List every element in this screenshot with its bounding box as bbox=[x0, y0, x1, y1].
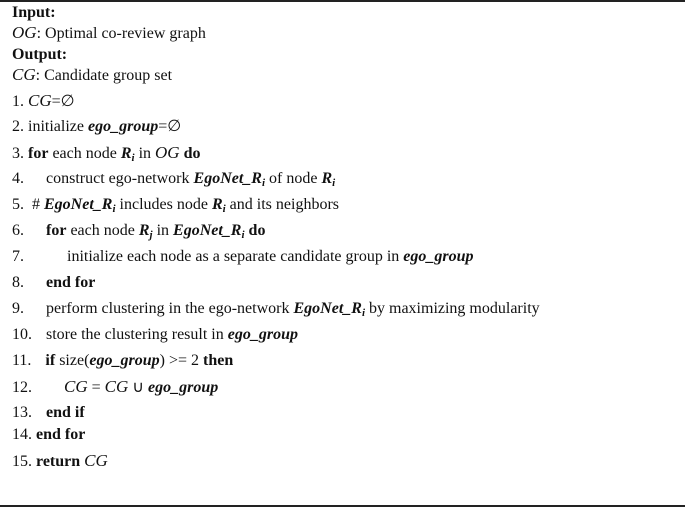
output-symbol: CG bbox=[12, 65, 36, 84]
line-number: 6. bbox=[12, 222, 24, 239]
line-number: 11. bbox=[12, 352, 32, 369]
algo-line-13: 13. end if bbox=[12, 404, 85, 421]
input-line bbox=[12, 23, 677, 43]
line-number: 14. bbox=[12, 426, 32, 443]
line-number: 8. bbox=[12, 274, 24, 291]
output-desc: : Candidate group set bbox=[35, 67, 173, 84]
algo-line-3: 3. for each node $R_i$ in OG do bbox=[12, 143, 201, 164]
algo-line-6: 6. for each node $R_j$ in $EgoNet\_R_i$ do bbox=[12, 222, 266, 241]
algo-line-11: 11. if size(ego_group) >= 2 then bbox=[12, 352, 234, 369]
line-number: 3. bbox=[12, 145, 24, 162]
line-number: 15. bbox=[12, 453, 32, 470]
algo-line-4: 4. construct ego-network $EgoNet\_R_i$ of node $R_i$ bbox=[12, 170, 336, 189]
output-label: Output: bbox=[12, 46, 68, 63]
line-number: 2. bbox=[12, 118, 24, 135]
input-symbol: OG bbox=[12, 23, 37, 42]
line-number: 4. bbox=[12, 170, 24, 187]
top-rule bbox=[0, 0, 685, 2]
output-line bbox=[12, 65, 677, 85]
algo-line-12: 12. CG = CG ∪ ego_group bbox=[12, 377, 219, 396]
algo-line-9: 9. perform clustering in the ego-network $EgoNet\_R_i$ by maximizing modularity bbox=[12, 300, 540, 319]
algo-line-14: 14. end for bbox=[12, 426, 86, 443]
input-label: Input: bbox=[12, 4, 56, 21]
line-number: 9. bbox=[12, 300, 24, 317]
line-number: 13. bbox=[12, 404, 32, 421]
line-number: 12. bbox=[12, 379, 32, 396]
algo-line-2: 2. initialize ego_group=∅ bbox=[12, 118, 182, 135]
algo-line-1: 1. CG=∅ bbox=[12, 91, 75, 110]
line-number: 1. bbox=[12, 93, 24, 110]
bottom-rule bbox=[0, 505, 685, 507]
line-number: 5. bbox=[12, 196, 24, 213]
algo-line-15: 15. return CG bbox=[12, 451, 108, 470]
input-desc: : Optimal co-review graph bbox=[36, 25, 206, 42]
algo-line-10: 10. store the clustering result in ego_group bbox=[12, 326, 298, 343]
algo-line-8: 8. end for bbox=[12, 274, 96, 291]
algorithm-block bbox=[12, 3, 677, 471]
line-number: 10. bbox=[12, 326, 32, 343]
line-number: 7. bbox=[12, 248, 24, 265]
algo-line-7: 7. initialize each node as a separate candidate group in ego_group bbox=[12, 248, 474, 265]
algo-line-5: 5. # $EgoNet\_R_i$ includes node $R_i$ and its neighbors bbox=[12, 196, 339, 215]
